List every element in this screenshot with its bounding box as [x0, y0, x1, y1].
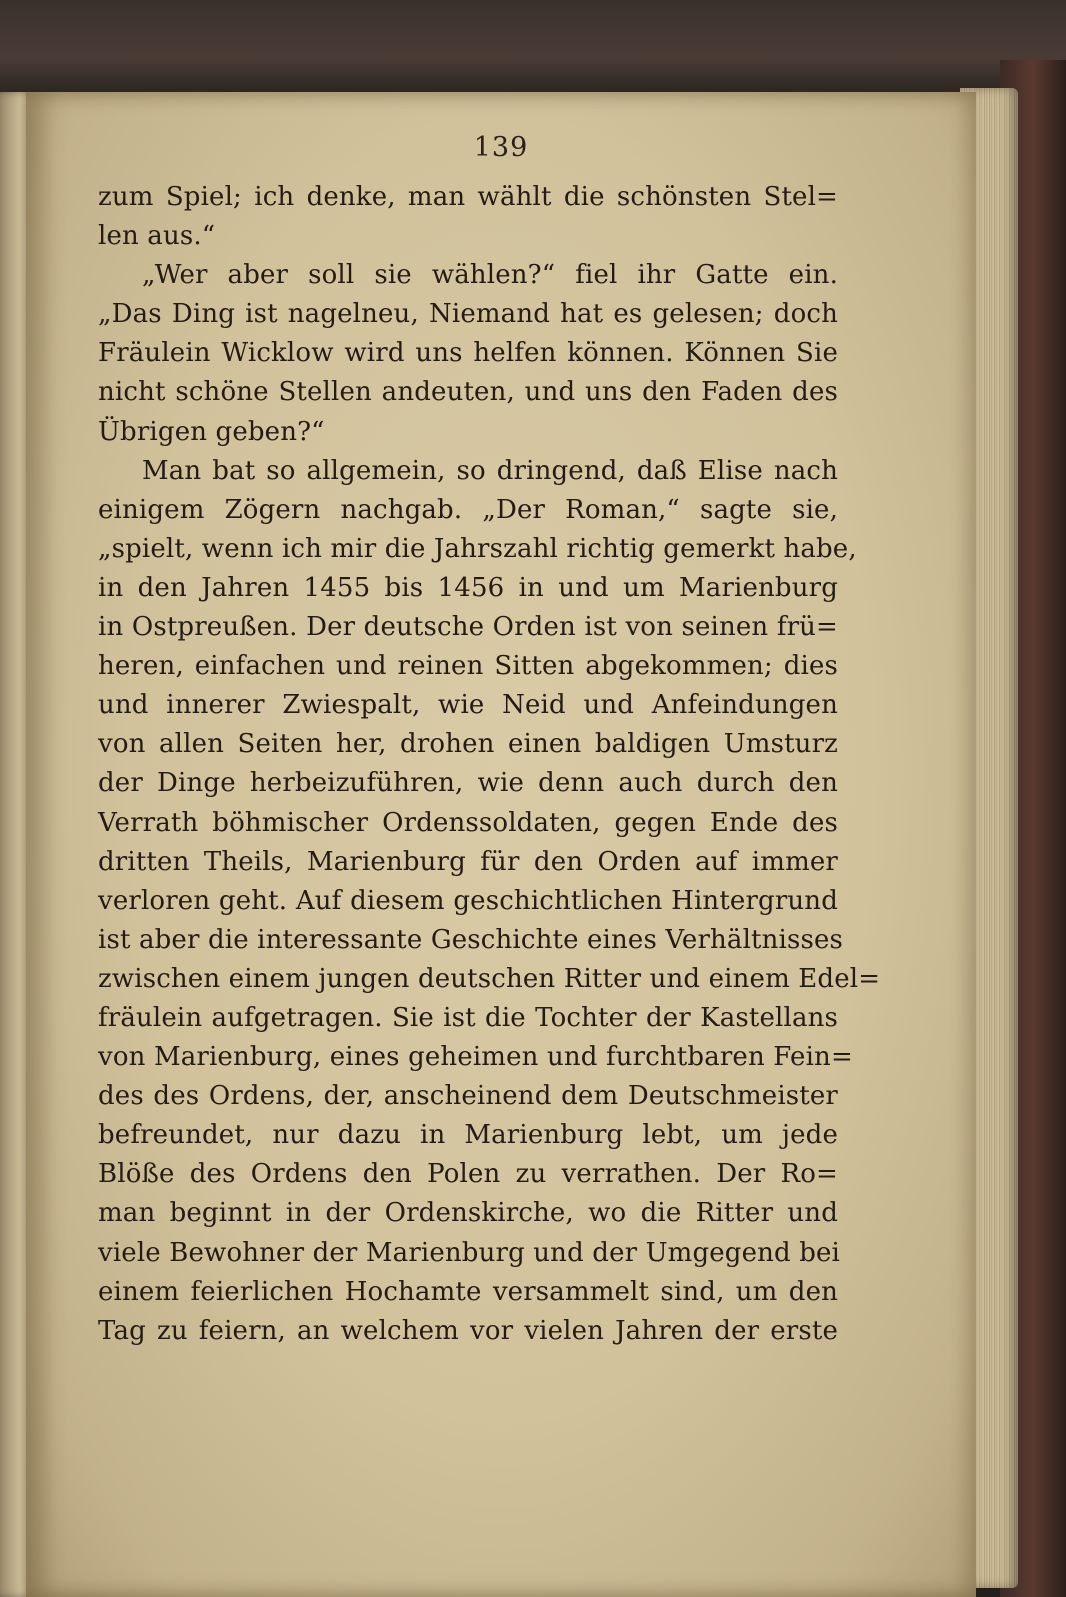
text-line: von allen Seiten her, drohen einen baldigen Umsturz: [98, 729, 838, 760]
text-line: einigem Zögern nachgab. „Der Roman,“ sagte sie,: [98, 494, 838, 525]
text-line: heren, einfachen und reinen Sitten abgekommen; dies: [98, 651, 838, 682]
page-text-block: [98, 178, 881, 1351]
text-line: len aus.“: [98, 221, 216, 252]
text-line: und innerer Zwiespalt, wie Neid und Anfeindungen: [98, 690, 838, 721]
text-line: fräulein aufgetragen. Sie ist die Tochter der Kastellans: [98, 1002, 838, 1033]
text-line: in den Jahren 1455 bis 1456 in und um Marienburg: [98, 572, 838, 603]
text-line: Übrigen geben?“: [98, 416, 325, 447]
text-line: verloren geht. Auf diesem geschichtlichen Hintergrund: [98, 885, 838, 916]
text-line: nicht schöne Stellen andeuten, und uns den Faden des: [98, 377, 838, 408]
text-line: Man bat so allgemein, so dringend, daß Elise nach: [142, 455, 838, 486]
text-line: zwischen einem jungen deutschen Ritter und einem Edel=: [98, 963, 881, 994]
text-line: man beginnt in der Ordenskirche, wo die Ritter und: [98, 1198, 838, 1229]
text-line: des des Ordens, der, anscheinend dem Deutschmeister: [98, 1081, 838, 1112]
text-line: „Wer aber soll sie wählen?“ fiel ihr Gatte ein.: [142, 260, 838, 291]
text-line: ist aber die interessante Geschichte eines Verhältnisses: [98, 924, 844, 955]
text-line: einem feierlichen Hochamte versammelt sind, um den: [98, 1276, 838, 1307]
book-page: [26, 92, 976, 1597]
text-line: von Marienburg, eines geheimen und furchtbaren Fein=: [98, 1042, 853, 1073]
text-line: zum Spiel; ich denke, man wählt die schönsten Stel=: [98, 182, 838, 212]
text-line: Fräulein Wicklow wird uns helfen können. Können Sie: [98, 338, 838, 369]
book-cover-top: [0, 0, 1066, 95]
text-line: viele Bewohner der Marienburg und der Umgegend bei: [98, 1237, 841, 1268]
text-line: Tag zu feiern, an welchem vor vielen Jahren der erste: [98, 1315, 838, 1346]
text-line: in Ostpreußen. Der deutsche Orden ist von seinen frü=: [98, 612, 838, 643]
text-line: „spielt, wenn ich mir die Jahrszahl richtig gemerkt habe,: [98, 533, 857, 564]
text-line: der Dinge herbeizuführen, wie denn auch durch den: [98, 768, 838, 799]
text-line: Blöße des Ordens den Polen zu verrathen. Der Ro=: [98, 1159, 838, 1190]
text-line: dritten Theils, Marienburg für den Orden auf immer: [98, 846, 838, 877]
text-line: Verrath böhmischer Ordenssoldaten, gegen Ende des: [98, 807, 838, 838]
page-number: 139: [473, 132, 529, 163]
text-line: „Das Ding ist nagelneu, Niemand hat es gelesen; doch: [98, 299, 838, 330]
text-line: befreundet, nur dazu in Marienburg lebt, um jede: [98, 1120, 838, 1151]
